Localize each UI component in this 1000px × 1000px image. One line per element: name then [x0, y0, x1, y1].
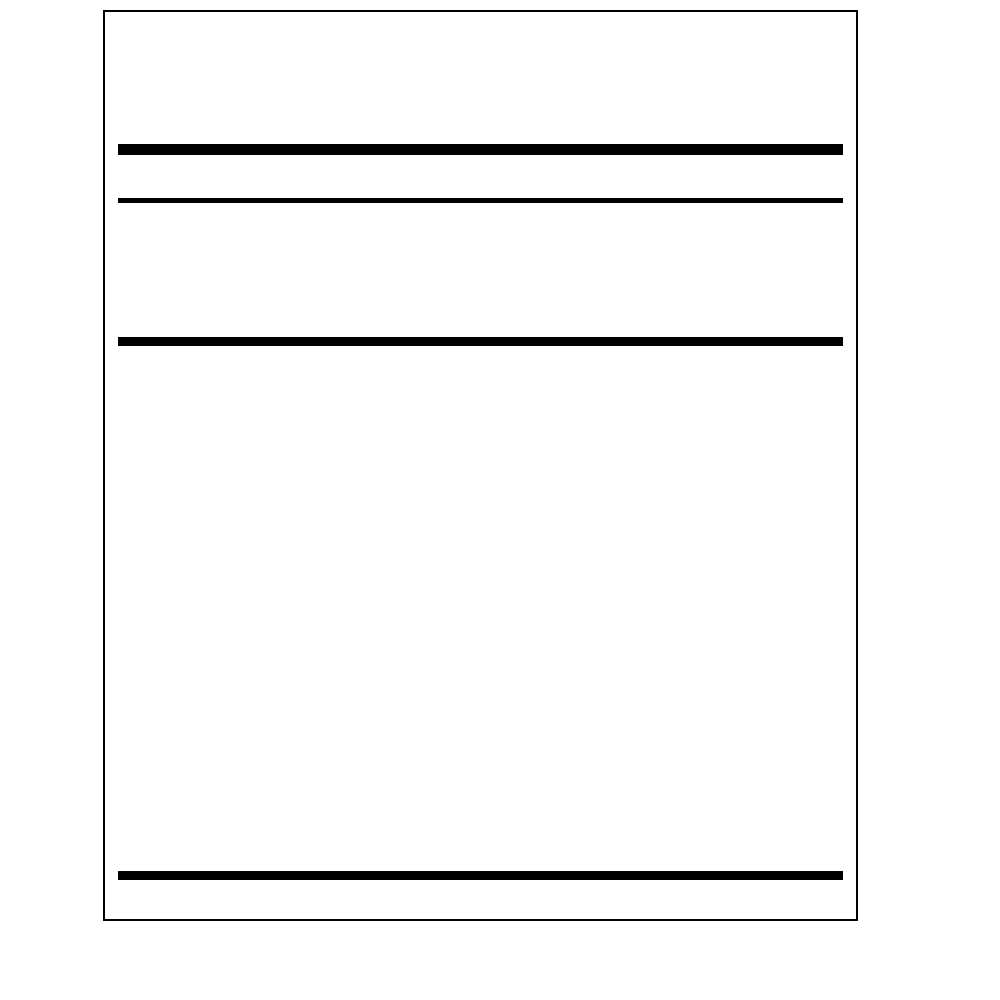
thick-rule: [118, 337, 843, 346]
thick-rule: [118, 871, 843, 880]
supplement-facts-panel: [103, 10, 858, 921]
thick-rule: [118, 144, 843, 155]
medium-rule: [118, 198, 843, 203]
